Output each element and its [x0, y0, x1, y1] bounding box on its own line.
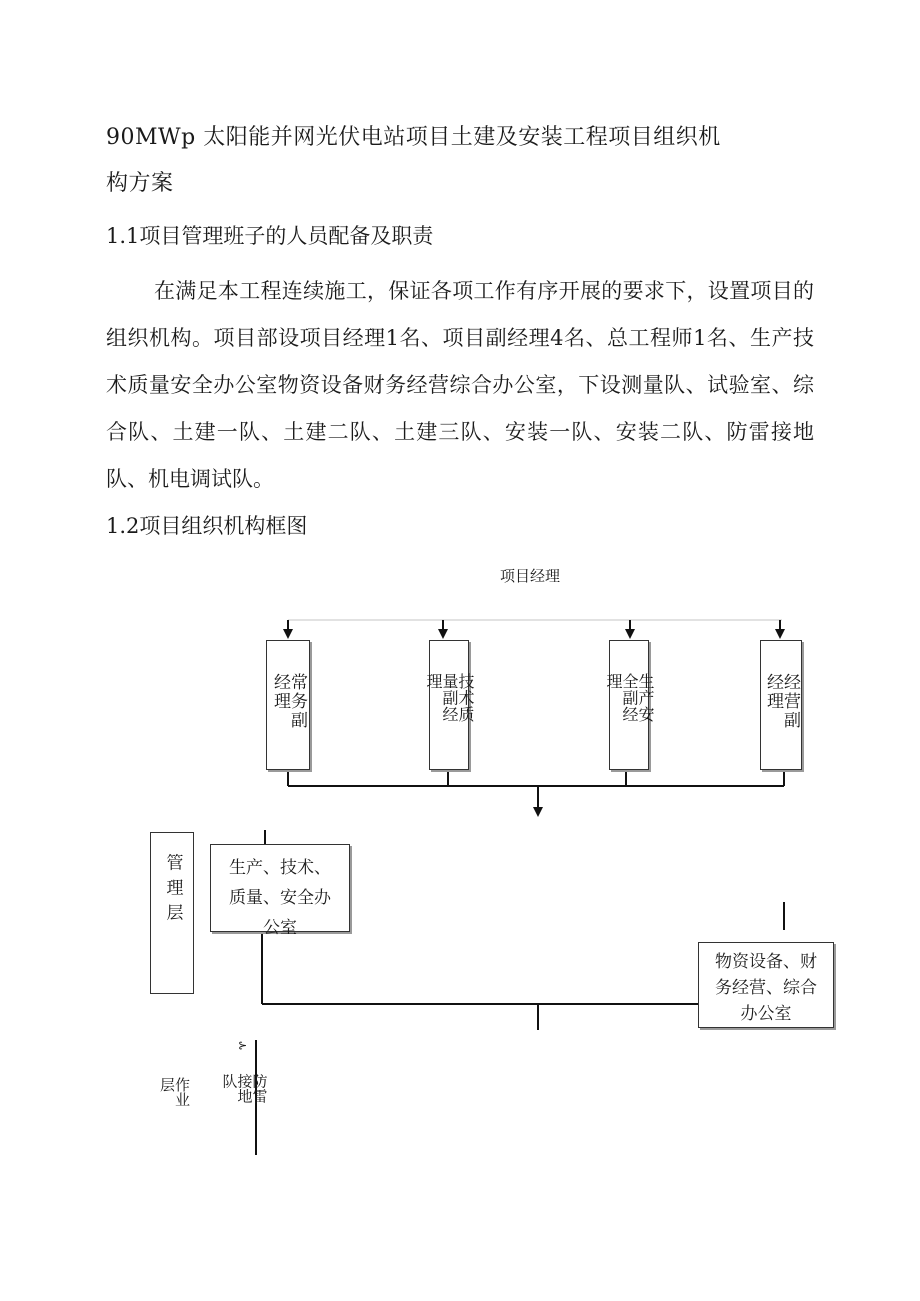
- operation-layer-label: 作业层: [158, 1077, 191, 1107]
- project-manager-label: 项目经理: [500, 567, 561, 585]
- deputy-box-executive: [266, 640, 310, 770]
- team-label-wrap: [220, 1054, 269, 1132]
- deputy-box-business: [760, 640, 802, 770]
- deputy-label-executive: 常务副经理: [270, 673, 307, 730]
- deputy-box-technical-quality: [424, 640, 475, 770]
- section-heading-1-1: 1.1项目管理班子的人员配备及职责: [106, 224, 434, 248]
- document-title-line2: 构方案: [106, 171, 174, 196]
- office-box-materials-finance: [698, 942, 834, 1028]
- document-title-line1: 90MWp 太阳能并网光伏电站项目土建及安装工程项目组织机: [106, 125, 721, 150]
- deputy-label-business: 经营副经理: [763, 673, 800, 730]
- section-heading-1-2: 1.2项目组织机构框图: [106, 514, 308, 538]
- deputy-box-production-safety: [604, 640, 655, 770]
- team-fragment: ⊱: [238, 1039, 248, 1052]
- deputy-label-technical-quality: 技术质量副经理: [424, 673, 475, 723]
- management-layer-box: [150, 832, 194, 994]
- office-box-production-tech: [210, 844, 350, 938]
- office-label-production-tech: 生产、技术、质量、安全办公室: [229, 858, 331, 938]
- deputy-label-production-safety: 生产安全副经理: [604, 673, 655, 723]
- team-label-lightning-grounding: 防雷接地队: [220, 1073, 269, 1104]
- operation-layer-label-wrap: [158, 1062, 191, 1122]
- office-label-materials-finance: 物资设备、财务经营、综合办公室: [715, 952, 817, 1024]
- body-paragraph: 在满足本工程连续施工，保证各项工作有序开展的要求下，设置项目的组织机构。项目部设项目经理1名、项目副经理4名、总工程师1名、生产技术质量安全办公室物资设备财务经营综合办公室，下设测量队、试验室、综合队、土建一队、土建二队、土建三队、安装一队、安装二队、防雷接地队、机电调试队。: [106, 279, 814, 491]
- management-layer-label: 管理层: [162, 853, 183, 929]
